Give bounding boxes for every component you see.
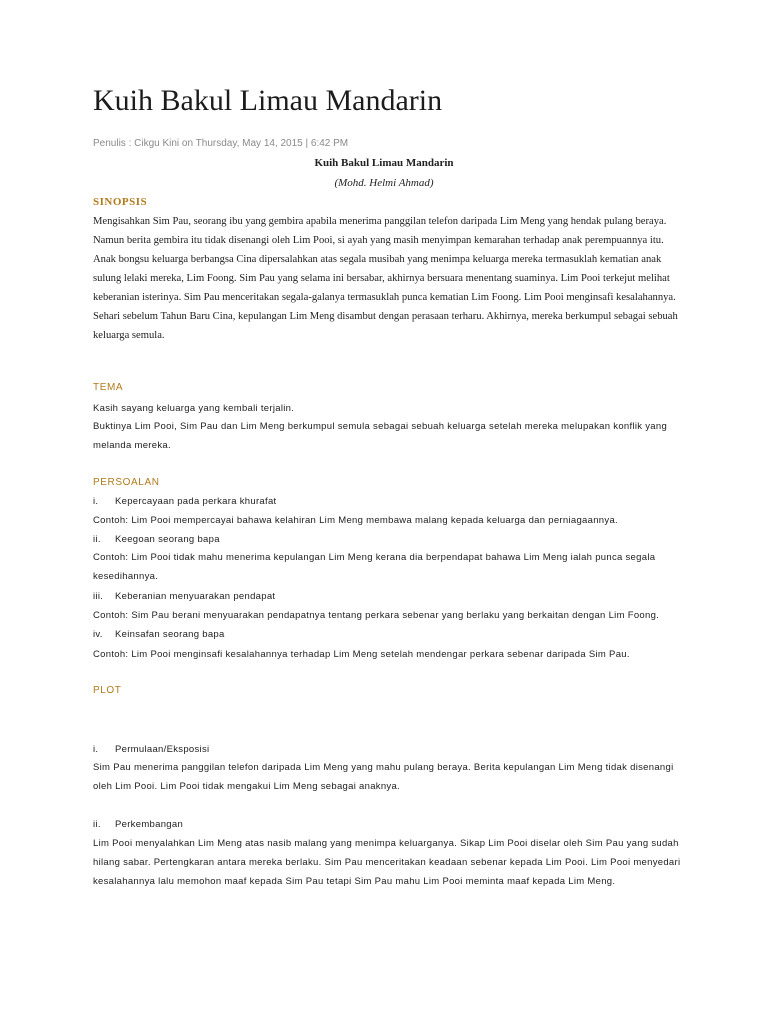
persoalan-item [93,591,275,602]
persoalan-item-number: iii. [93,591,104,602]
plot-item-text: Lim Pooi menyalahkan Lim Meng atas nasib malang yang menimpa keluarganya. Sikap Lim Pooi diselar oleh Sim Pau yang sudah hilang sabar. Pertengkaran antara mereka berlaku. Sim Pau menceritakan keadaan sebenar kepada Lim Pooi. Lim Pooi menyedari kesalahannya lalu memohon maaf kepada Sim Pau tetapi Sim Pau mahu Lim Pooi meminta maaf kepada Lim Meng. [93,838,681,887]
persoalan-item-contoh: Contoh: Sim Pau berani menyuarakan pendapatnya tentang perkara sebenar yang berlaku yang berkaitan dengan Lim Foong. [93,610,660,621]
persoalan-item-contoh: Contoh: Lim Pooi mempercayai bahawa kelahiran Lim Meng membawa malang kepada keluarga dan perniagaannya. [93,515,618,526]
plot-heading: PLOT [93,685,122,696]
plot-item-title: Perkembangan [115,819,184,830]
persoalan-item [93,629,225,640]
persoalan-item [93,534,220,545]
persoalan-heading: PERSOALAN [93,477,160,488]
persoalan-item-title: Keegoan seorang bapa [115,534,220,545]
page-title: Kuih Bakul Limau Mandarin [93,84,443,117]
tema-line: Kasih sayang keluarga yang kembali terjalin. [93,403,295,414]
sinopsis-text: Mengisahkan Sim Pau, seorang ibu yang gembira apabila menerima panggilan telefon daripada Lim Meng yang hendak pulang beraya. Namun berita gembira itu tidak disenangi oleh Lim Pooi, si ayah yang masih menyimpan kemarahan terhadap anak perempuannya itu. Anak bongsu keluarga berbangsa Cina dipersalahkan atas segala musibah yang menimpa keluarga mereka termasuklah kematian anak sulung lelaki mereka, Lim Foong. Sim Pau yang selama ini bersabar, akhirnya bersuara menentang suaminya. Lim Pooi terkejut melihat keberanian isterinya. Sim Pau menceritakan segala-galanya termasuklah punca kematian Lim Foong. Lim Pooi menginsafi kesalahannya. Sehari sebelum Tahun Baru Cina, kepulangan Lim Meng disambut dengan perasaan terharu. Akhirnya, mereka berkumpul sebagai sebuah keluarga semula. [93,216,678,341]
persoalan-item-title: Keinsafan seorang bapa [115,629,225,640]
post-meta: Penulis : Cikgu Kini on Thursday, May 14, 2015 | 6:42 PM [93,138,349,149]
persoalan-item-contoh: Contoh: Lim Pooi menginsafi kesalahannya terhadap Lim Meng setelah mendengar perkara sebenar daripada Sim Pau. [93,649,630,660]
tema-paragraph: Buktinya Lim Pooi, Sim Pau dan Lim Meng berkumpul semula sebagai sebuah keluarga setelah mereka melupakan konflik yang melanda mereka. [93,421,668,451]
persoalan-item-title: Keberanian menyuarakan pendapat [115,591,276,602]
story-author: (Mohd. Helmi Ahmad) [334,177,434,189]
persoalan-item-number: i. [93,496,99,507]
persoalan-item-number: ii. [93,534,101,545]
plot-item [93,819,183,830]
plot-item-title: Permulaan/Eksposisi [115,744,210,755]
persoalan-item-number: iv. [93,629,103,640]
plot-item-number: ii. [93,819,101,830]
story-title: Kuih Bakul Limau Mandarin [314,157,454,169]
tema-heading: TEMA [93,382,124,393]
sinopsis-heading: SINOPSIS [93,196,148,208]
persoalan-item-title: Kepercayaan pada perkara khurafat [115,496,277,507]
persoalan-item-contoh: Contoh: Lim Pooi tidak mahu menerima kepulangan Lim Meng kerana dia berpendapat bahawa Lim Meng ialah punca segala kesedihannya. [93,552,656,582]
plot-item [93,744,209,755]
plot-item-text: Sim Pau menerima panggilan telefon daripada Lim Meng yang mahu pulang beraya. Berita kepulangan Lim Meng tidak disenangi oleh Lim Pooi. Lim Pooi tidak mengakui Lim Meng sebagai anaknya. [93,762,674,792]
plot-item-number: i. [93,744,99,755]
persoalan-item [93,496,276,507]
